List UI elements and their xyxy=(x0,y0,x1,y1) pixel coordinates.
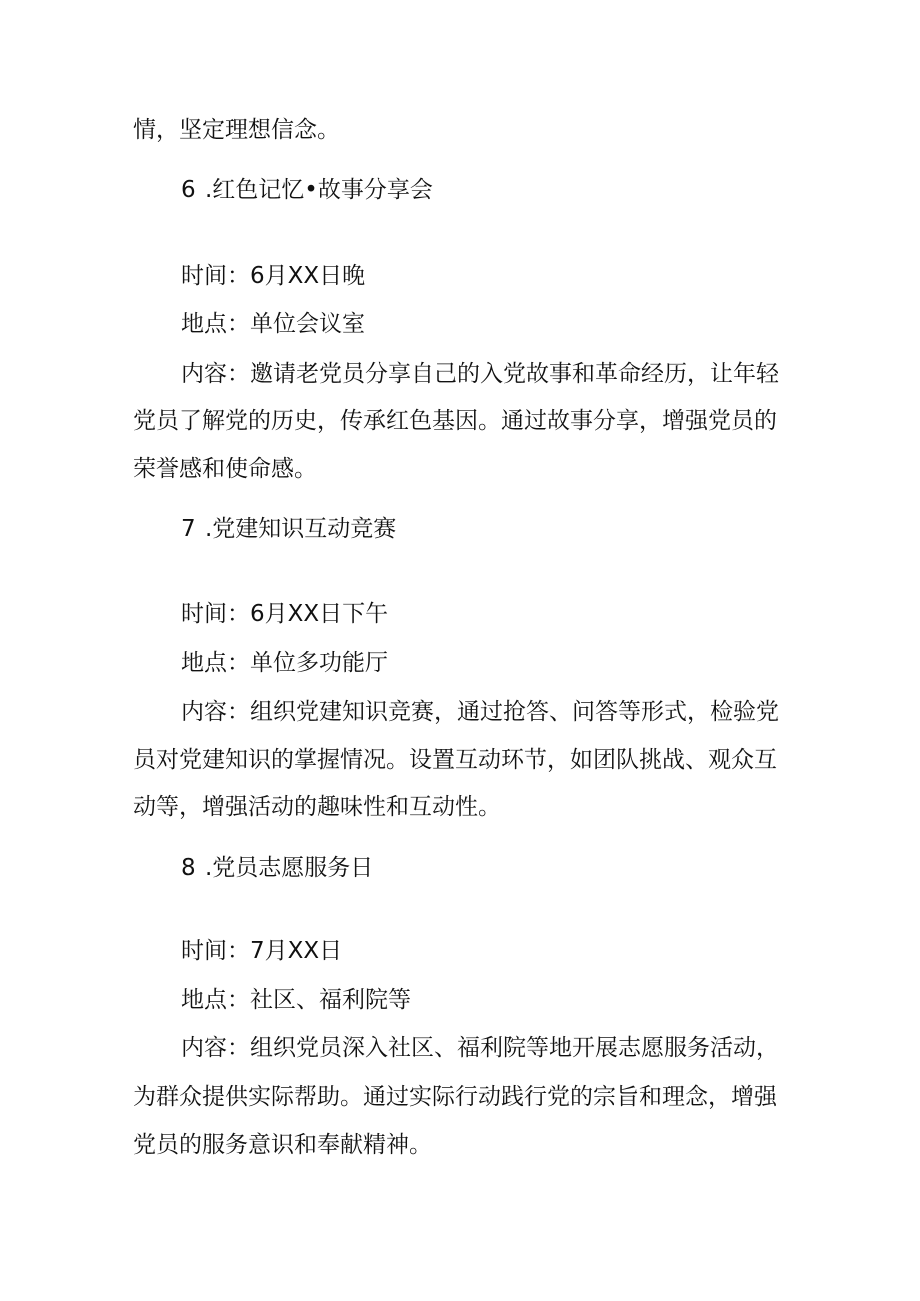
section-content-line: 党员的服务意识和奉献精神。 xyxy=(133,1132,432,1158)
section-content-line: 荣誉感和使命感。 xyxy=(133,456,317,482)
section-place: 地点：社区、福利院等 xyxy=(181,987,411,1013)
section-title: .党员志愿服务日 xyxy=(205,855,374,881)
section-place: 地点：单位多功能厅 xyxy=(181,650,388,676)
section-time: 时间：6月XX日下午 xyxy=(181,601,389,627)
section-content-line: 动等，增强活动的趣味性和互动性。 xyxy=(133,794,501,820)
section-content-line: 员对党建知识的掌握情况。设置互动环节，如团队挑战、观众互 xyxy=(133,747,777,773)
section-heading xyxy=(181,853,373,883)
section-heading xyxy=(181,175,433,205)
section-place: 地点：单位会议室 xyxy=(181,311,365,337)
paragraph-continuation: 情，坚定理想信念。 xyxy=(133,117,340,143)
section-content-line: 党员了解党的历史，传承红色基因。通过故事分享，增强党员的 xyxy=(133,408,777,434)
section-number: 8 xyxy=(181,855,196,881)
section-content-line: 为群众提供实际帮助。通过实际行动践行党的宗旨和理念，增强 xyxy=(133,1084,777,1110)
section-number: 6 xyxy=(181,177,196,203)
section-title: .党建知识互动竞赛 xyxy=(205,516,397,542)
section-content-line: 内容：组织党员深入社区、福利院等地开展志愿服务活动， xyxy=(181,1035,779,1061)
section-time: 时间：6月XX日晚 xyxy=(181,263,366,289)
section-content-line: 内容：组织党建知识竞赛，通过抢答、问答等形式，检验党 xyxy=(181,699,779,725)
section-number: 7 xyxy=(181,516,196,542)
section-time: 时间：7月XX日 xyxy=(181,938,343,964)
section-heading xyxy=(181,514,396,544)
section-content-line: 内容：邀请老党员分享自己的入党故事和革命经历，让年轻 xyxy=(181,361,779,387)
section-title: .红色记忆•故事分享会 xyxy=(205,177,433,203)
